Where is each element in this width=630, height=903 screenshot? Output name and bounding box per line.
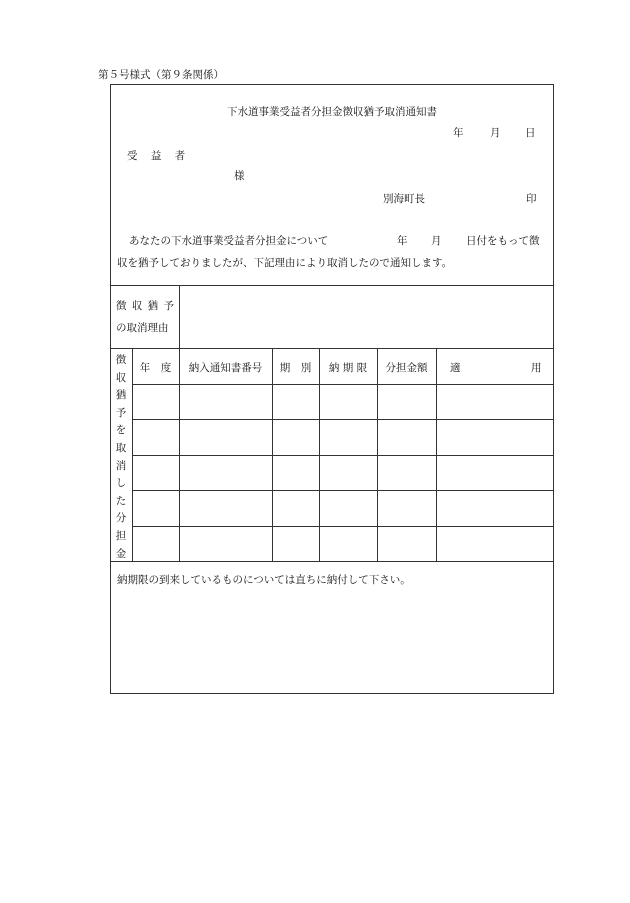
- divider-table-bottom: [110, 561, 554, 562]
- body-text-part1: あなたの下水道事業受益者分担金について: [129, 235, 329, 247]
- side-label-vertical: [111, 352, 131, 563]
- table-row[interactable]: [133, 420, 553, 454]
- date-year: 年: [453, 127, 464, 139]
- body-text-month: 月: [431, 235, 442, 247]
- divider-reason-top: [110, 285, 554, 286]
- side-label-char: 予: [115, 406, 127, 419]
- recipient-honorific: 様: [234, 170, 245, 182]
- side-label-char: 収: [115, 371, 127, 384]
- header-remarks-a: 適: [450, 362, 461, 374]
- side-label-char: 消: [115, 459, 127, 472]
- body-text-line2: 収を猶予しておりましたが、下記理由により取消したので通知します。: [117, 257, 453, 269]
- side-label-char: を: [115, 424, 127, 437]
- header-term: 期 別: [279, 362, 312, 374]
- reason-label-line2: の取消理由: [116, 322, 169, 334]
- date-month: 月: [490, 127, 501, 139]
- body-text-part2: 日付をもって徴: [466, 235, 540, 247]
- recipient-label: 受 益 者: [127, 150, 191, 162]
- table-row[interactable]: [133, 527, 553, 560]
- header-notice-number: 納入通知書番号: [188, 362, 263, 374]
- header-amount: 分担金額: [385, 362, 428, 374]
- date-day: 日: [525, 127, 536, 139]
- side-label-char: 担: [115, 529, 127, 542]
- table-row[interactable]: [133, 491, 553, 525]
- body-text-year: 年: [397, 235, 408, 247]
- side-label-char: 猶: [115, 389, 127, 402]
- issuer-name: 別海町長: [383, 193, 425, 205]
- side-label-char: 徴: [115, 354, 127, 366]
- document-title: 下水道事業受益者分担金徴収猶予取消通知書: [227, 106, 437, 118]
- header-fiscal-year: 年 度: [139, 362, 172, 374]
- side-label-char: 金: [115, 547, 127, 560]
- form-number-label: 第５号様式（第９条関係）: [98, 69, 224, 81]
- header-remarks-b: 用: [531, 362, 542, 374]
- reason-label-line1: 徴 収 猶 予: [116, 300, 176, 312]
- side-label-char: 取: [115, 441, 127, 454]
- header-deadline: 納 期 限: [328, 362, 368, 374]
- seal-mark: 印: [526, 193, 537, 205]
- side-label-char: し: [115, 477, 127, 490]
- side-label-char: 分: [115, 512, 127, 525]
- side-label-char: た: [115, 494, 127, 507]
- table-row[interactable]: [133, 456, 553, 489]
- reason-label-divider: [179, 285, 180, 348]
- footer-note: 納期限の到来しているものについては直ちに納付して下さい。: [117, 574, 411, 586]
- table-row[interactable]: [133, 385, 553, 418]
- divider-table-top: [110, 348, 554, 349]
